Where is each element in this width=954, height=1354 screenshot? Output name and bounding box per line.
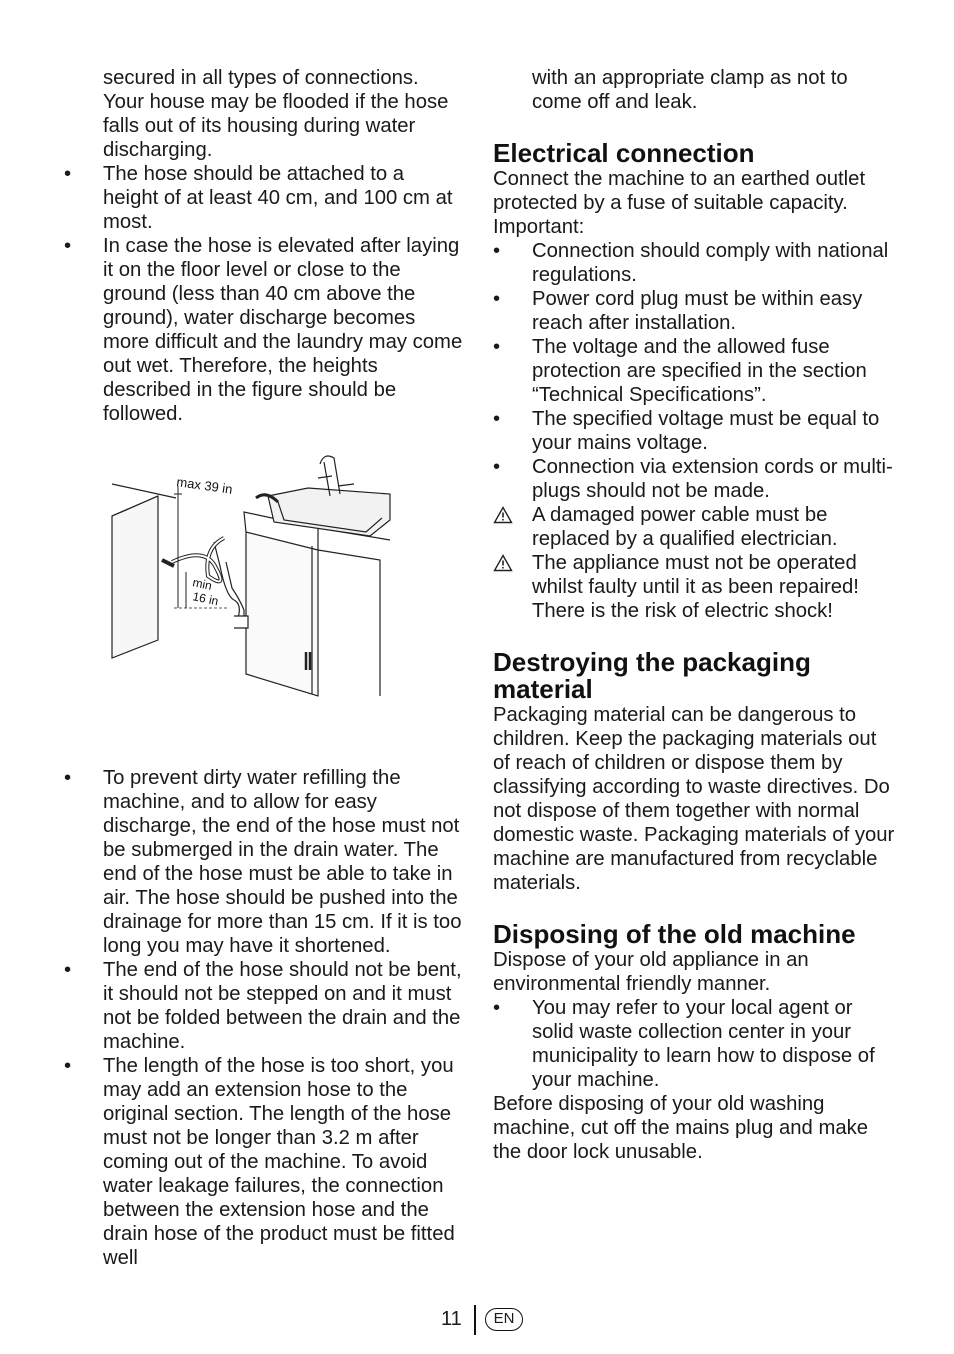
list-item-text: Connection via extension cords or multi-plugs should not be made. [532, 456, 893, 502]
list-item [493, 551, 898, 623]
bullet-mark: • [64, 959, 72, 981]
max-height-label: max 39 in [175, 474, 234, 497]
electrical-body: Connect the machine to an earthed outlet protected by a fuse of suitable capacity. [493, 168, 866, 214]
list-item-text: The hose should be attached to a height of at least 40 cm, and 100 cm at most. [103, 163, 453, 233]
right-column [493, 66, 898, 1164]
min-height-label-line1: min [191, 575, 214, 593]
list-item [493, 287, 898, 335]
page-number: 11 [441, 1308, 462, 1330]
bullet-mark: • [64, 163, 72, 185]
left-column [64, 66, 464, 1270]
list-item [64, 1054, 464, 1270]
list-item [493, 503, 898, 551]
list-item [493, 335, 898, 407]
electrical-list [493, 239, 898, 623]
list-item-text: You may refer to your local agent or solid waste collection center in your municipality to learn how to dispose of your machine. [532, 997, 875, 1091]
warning-icon [493, 554, 513, 572]
footer-divider [474, 1305, 476, 1335]
bullet-mark: • [493, 288, 501, 310]
list-item [493, 996, 898, 1092]
list-item-text: In case the hose is elevated after laying it on the floor level or close to the ground (less than 40 cm above the ground), water discharge becomes more difficult and the laundry may come out wet. Therefore, the heights described in the figure should be followed. [103, 235, 463, 425]
disposal-heading: Disposing of the old machine [493, 919, 856, 949]
disposal-list [493, 996, 898, 1092]
drain-hose-height-figure [108, 450, 408, 710]
list-item-text: Power cord plug must be within easy reach after installation. [532, 288, 863, 334]
list-item-text: The appliance must not be operated whilst faulty until it as been repaired! There is the risk of electric shock! [532, 552, 859, 622]
list-item-text: To prevent dirty water refilling the machine, and to allow for easy discharge, the end of the hose must not be submerged in the drain water. The end of the hose must be able to take in air. The hose should be pushed into the drainage for more than 15 cm. If it is too long you may have it shortened. [103, 767, 462, 957]
list-item-text: The voltage and the allowed fuse protection are specified in the section “Technical Specifications”. [532, 336, 867, 406]
list-item [64, 162, 464, 234]
list-item-text: The end of the hose should not be bent, it should not be stepped on and it must not be folded between the drain and the machine. [103, 959, 462, 1053]
bullet-mark: • [64, 767, 72, 789]
min-height-label-line2: 16 in [191, 589, 220, 609]
right-continuation-text: with an appropriate clamp as not to come off and leak. [532, 67, 848, 113]
bullet-mark: • [493, 456, 501, 478]
list-item [64, 234, 464, 426]
bullet-mark: • [64, 235, 72, 257]
list-item-text: Connection should comply with national regulations. [532, 240, 889, 286]
list-item-text: A damaged power cable must be replaced by a qualified electrician. [532, 504, 838, 550]
language-badge: EN [485, 1308, 523, 1331]
disposal-body: Dispose of your old appliance in an environmental friendly manner. [493, 949, 809, 995]
left-intro-text: secured in all types of connections. Your house may be flooded if the hose falls out of its housing during water discharging. [103, 67, 449, 161]
list-item-text: The length of the hose is too short, you may add an extension hose to the original section. The length of the hose must not be longer than 3.2 m after coming out of the machine. To avoid water leakage failures, the connection between the extension hose and the drain hose of the product must be fitted well [103, 1055, 455, 1269]
list-item [493, 455, 898, 503]
bullet-mark: • [64, 1055, 72, 1077]
disposal-closing: Before disposing of your old washing machine, cut off the mains plug and make the door lock unusable. [493, 1093, 869, 1163]
list-item [64, 958, 464, 1054]
list-item-text: The specified voltage must be equal to your mains voltage. [532, 408, 880, 454]
bullet-mark: • [493, 336, 501, 358]
packaging-body: Packaging material can be dangerous to children. Keep the packaging materials out of reach of children or dispose them by classifying according to waste directives. Do not dispose of them together with normal domestic waste. Packaging materials of your machine are manufactured from recyclable materials. [493, 704, 895, 894]
bullet-mark: • [493, 997, 501, 1019]
bullet-mark: • [493, 408, 501, 430]
packaging-heading: Destroying the packaging material [493, 647, 811, 704]
hose-placement-list [64, 766, 464, 1270]
warning-icon [493, 506, 513, 524]
list-item [493, 407, 898, 455]
drain-hose-illustration [108, 450, 408, 710]
bullet-mark: • [493, 240, 501, 262]
list-item [493, 239, 898, 287]
important-label: Important: [493, 216, 585, 238]
hose-height-list [64, 162, 464, 426]
list-item [64, 766, 464, 958]
page-footer [0, 1305, 954, 1335]
electrical-connection-heading: Electrical connection [493, 138, 755, 168]
